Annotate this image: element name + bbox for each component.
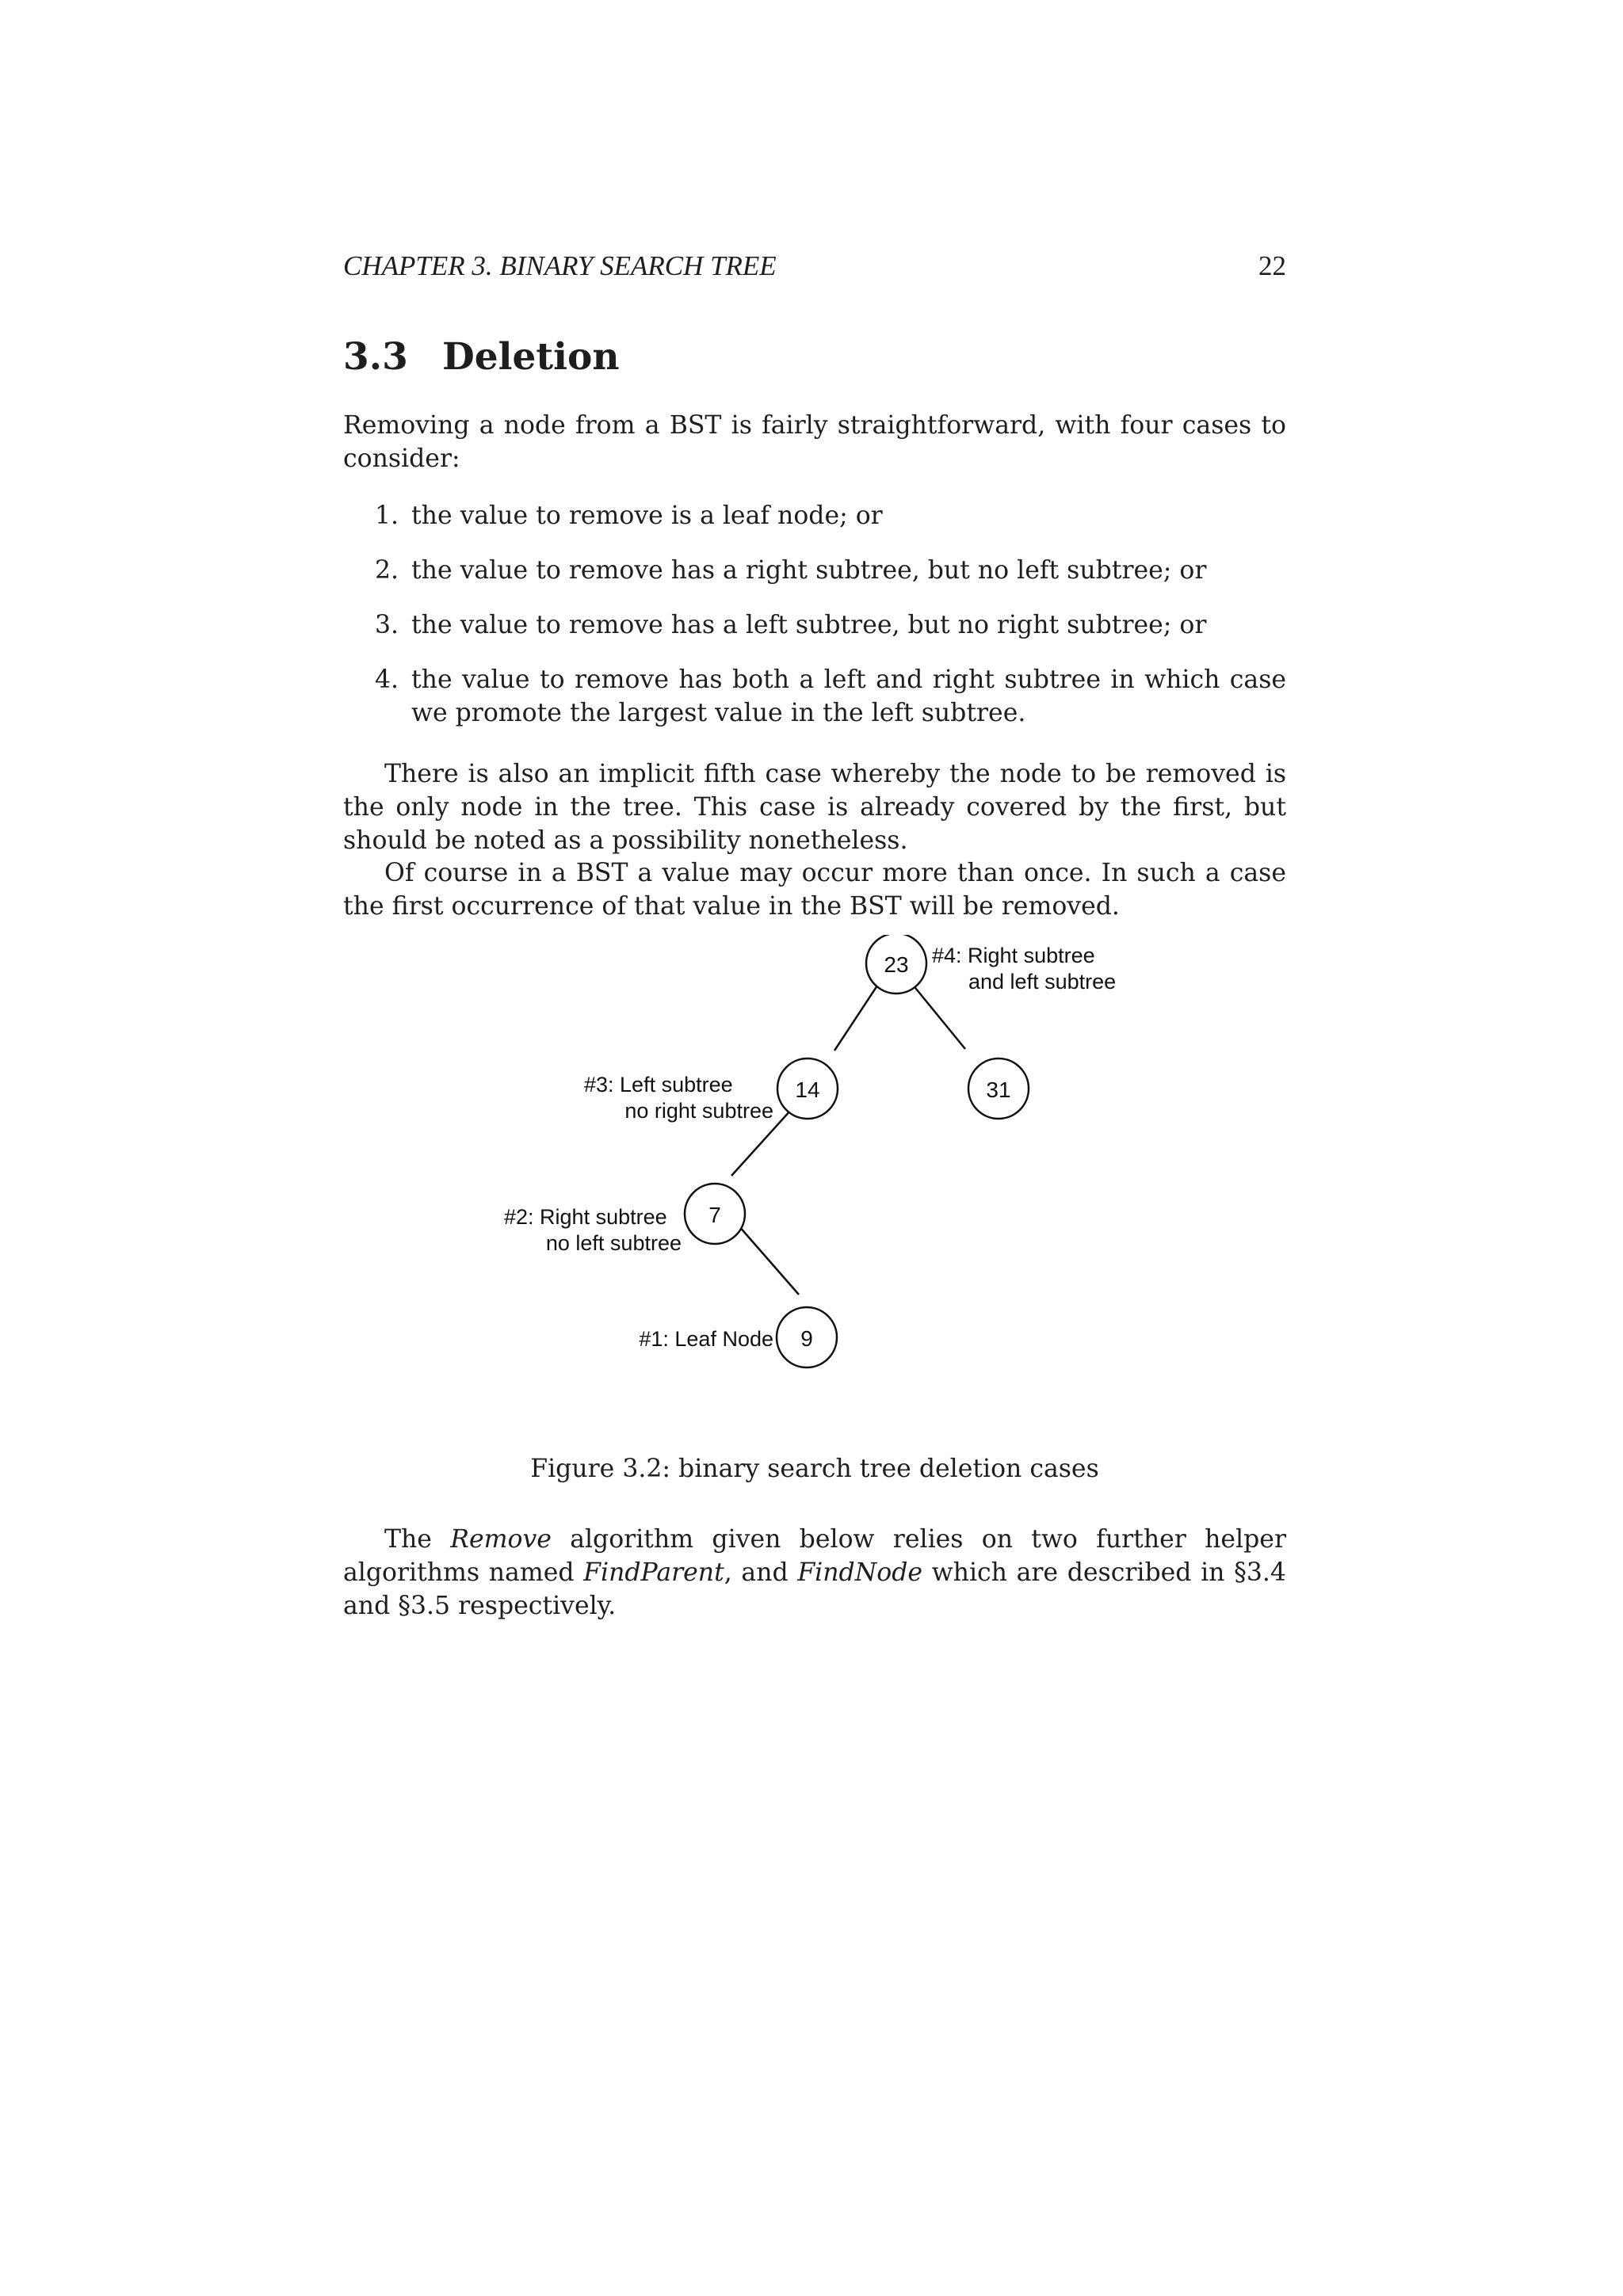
duplicates-paragraph: Of course in a BST a value may occur more than once. In such a case the first occurrence of that value in the BST will be removed. — [343, 859, 1286, 921]
section-number: 3.3 — [343, 335, 408, 379]
list-text: the value to remove has a right subtree, but no left subtree; or — [411, 556, 1207, 585]
page-number: 22 — [1258, 250, 1286, 281]
remove-algorithm-name: Remove — [450, 1525, 552, 1554]
closing-text-2: algorithm given below relies on two further helper algorithms named — [343, 1525, 1286, 1587]
node-9-label: 9 — [800, 1326, 813, 1351]
node-14 — [777, 1058, 838, 1119]
list-item — [343, 554, 1286, 587]
edge-7-9 — [733, 1219, 799, 1295]
node-7-label: 7 — [708, 1203, 721, 1227]
list-number: 3. — [375, 611, 399, 639]
list-item — [343, 608, 1286, 642]
case3-annotation-line1: #3: Left subtree — [584, 1073, 733, 1097]
findnode-algorithm-name: FindNode — [797, 1558, 923, 1587]
edge-23-14 — [834, 983, 879, 1051]
case1-annotation: #1: Leaf Node — [639, 1327, 773, 1351]
running-header — [343, 250, 1286, 282]
edge-23-31 — [912, 984, 965, 1049]
list-text: the value to remove has both a left and right subtree in which case we promote the largest value in the left subtree. — [411, 666, 1286, 727]
intro-paragraph: Removing a node from a BST is fairly straightforward, with four cases to consider: — [343, 411, 1286, 473]
closing-text-1: The — [384, 1525, 451, 1554]
list-text: the value to remove is a leaf node; or — [411, 502, 883, 530]
node-9 — [777, 1307, 837, 1367]
case2-annotation-line2: no left subtree — [545, 1231, 682, 1255]
tree-diagram — [475, 935, 1189, 1410]
bst-deletion-figure — [475, 935, 1189, 1410]
case4-annotation-line2: and left subtree — [968, 970, 1117, 994]
node-23 — [866, 935, 926, 994]
findparent-algorithm-name: FindParent — [583, 1558, 724, 1587]
chapter-title: CHAPTER 3. BINARY SEARCH TREE — [343, 250, 777, 281]
closing-text-4: which are described in §3.4 and §3.5 respectively. — [343, 1558, 1286, 1620]
list-number: 2. — [375, 556, 399, 585]
node-14-label: 14 — [795, 1077, 820, 1102]
section-title-text: Deletion — [442, 335, 620, 379]
implicit-case-paragraph: There is also an implicit fifth case whereby the node to be removed is the only node in the tree. This case is already covered by the first, but should be noted as a possibility nonetheless. — [343, 760, 1286, 855]
list-item — [343, 499, 1286, 532]
section-heading — [343, 335, 620, 379]
node-7 — [685, 1184, 745, 1244]
closing-text-3: , and — [724, 1558, 798, 1587]
list-text: the value to remove has a left subtree, but no right subtree; or — [411, 611, 1207, 639]
list-item — [343, 663, 1286, 730]
list-number: 1. — [375, 502, 399, 530]
node-31-label: 31 — [986, 1077, 1011, 1102]
case4-annotation-line1: #4: Right subtree — [932, 944, 1095, 967]
closing-paragraph — [343, 1523, 1286, 1623]
list-number: 4. — [375, 666, 399, 694]
deletion-cases-list — [343, 499, 1286, 751]
node-23-label: 23 — [884, 952, 909, 977]
node-31 — [968, 1058, 1029, 1119]
case2-annotation-line1: #2: Right subtree — [504, 1205, 667, 1229]
case3-annotation-line2: no right subtree — [624, 1099, 773, 1123]
figure-caption: Figure 3.2: binary search tree deletion cases — [530, 1455, 1099, 1483]
